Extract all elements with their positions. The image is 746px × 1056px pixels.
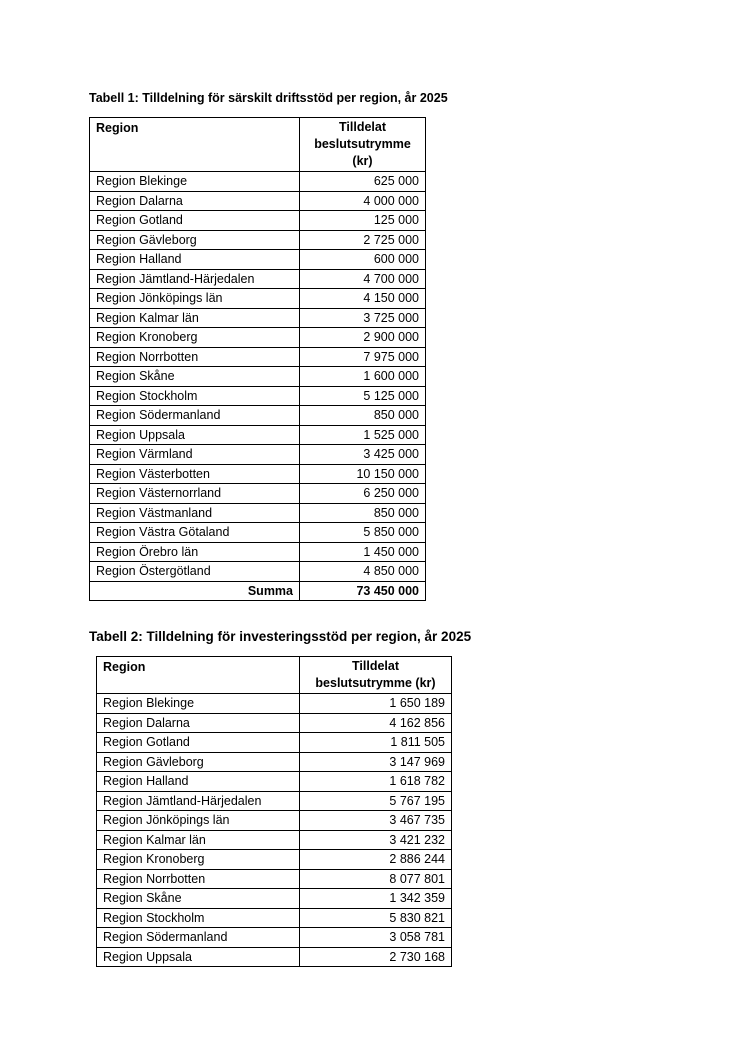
table2-caption: Tabell 2: Tilldelning för investeringsstöd per region, år 2025 bbox=[89, 629, 472, 644]
region-name: Region Stockholm bbox=[97, 908, 300, 928]
allocated-amount: 2 886 244 bbox=[300, 850, 452, 870]
allocated-amount: 850 000 bbox=[300, 503, 426, 523]
table-row bbox=[90, 289, 426, 309]
allocated-amount: 3 467 735 bbox=[300, 811, 452, 831]
region-name: Region Värmland bbox=[90, 445, 300, 465]
table-row bbox=[90, 503, 426, 523]
table-row bbox=[90, 406, 426, 426]
table-row bbox=[90, 250, 426, 270]
allocated-amount: 4 850 000 bbox=[300, 562, 426, 582]
region-name: Region Gävleborg bbox=[90, 230, 300, 250]
table-row bbox=[90, 308, 426, 328]
region-name: Region Stockholm bbox=[90, 386, 300, 406]
table-row bbox=[90, 523, 426, 543]
region-name: Region Skåne bbox=[97, 889, 300, 909]
table1-header-value-line: (kr) bbox=[352, 154, 373, 168]
table-row bbox=[97, 772, 452, 792]
region-name: Region Norrbotten bbox=[90, 347, 300, 367]
region-name: Region Östergötland bbox=[90, 562, 300, 582]
table1-sum-label: Summa bbox=[90, 581, 300, 601]
allocated-amount: 2 730 168 bbox=[300, 947, 452, 967]
allocated-amount: 5 125 000 bbox=[300, 386, 426, 406]
allocated-amount: 3 425 000 bbox=[300, 445, 426, 465]
region-name: Region Norrbotten bbox=[97, 869, 300, 889]
table-row bbox=[90, 562, 426, 582]
region-name: Region Skåne bbox=[90, 367, 300, 387]
table-row bbox=[97, 694, 452, 714]
region-name: Region Uppsala bbox=[97, 947, 300, 967]
region-name: Region Jämtland-Härjedalen bbox=[90, 269, 300, 289]
region-name: Region Södermanland bbox=[90, 406, 300, 426]
table2-header-value-line: beslutsutrymme (kr) bbox=[315, 676, 436, 690]
region-name: Region Örebro län bbox=[90, 542, 300, 562]
table-row bbox=[97, 830, 452, 850]
table2-body bbox=[97, 694, 452, 967]
table-row bbox=[90, 484, 426, 504]
table-row bbox=[90, 445, 426, 465]
table-row bbox=[90, 191, 426, 211]
allocated-amount: 6 250 000 bbox=[300, 484, 426, 504]
table-row bbox=[97, 908, 452, 928]
allocated-amount: 3 421 232 bbox=[300, 830, 452, 850]
table-row bbox=[90, 172, 426, 192]
table2 bbox=[96, 656, 452, 967]
allocated-amount: 5 850 000 bbox=[300, 523, 426, 543]
table1-sum-row bbox=[90, 581, 426, 601]
allocated-amount: 5 767 195 bbox=[300, 791, 452, 811]
table-row bbox=[90, 269, 426, 289]
allocated-amount: 1 450 000 bbox=[300, 542, 426, 562]
region-name: Region Jämtland-Härjedalen bbox=[97, 791, 300, 811]
table1-body bbox=[90, 172, 426, 582]
table1-header-region: Region bbox=[90, 118, 300, 172]
allocated-amount: 125 000 bbox=[300, 211, 426, 231]
allocated-amount: 5 830 821 bbox=[300, 908, 452, 928]
allocated-amount: 2 900 000 bbox=[300, 328, 426, 348]
table-row bbox=[90, 386, 426, 406]
table-row bbox=[97, 791, 452, 811]
allocated-amount: 3 725 000 bbox=[300, 308, 426, 328]
table2-header-value-line: Tilldelat bbox=[351, 659, 399, 673]
table-row bbox=[90, 230, 426, 250]
allocated-amount: 1 618 782 bbox=[300, 772, 452, 792]
allocated-amount: 7 975 000 bbox=[300, 347, 426, 367]
allocated-amount: 4 000 000 bbox=[300, 191, 426, 211]
region-name: Region Blekinge bbox=[90, 172, 300, 192]
table-row bbox=[90, 211, 426, 231]
region-name: Region Gävleborg bbox=[97, 752, 300, 772]
region-name: Region Västmanland bbox=[90, 503, 300, 523]
allocated-amount: 1 342 359 bbox=[300, 889, 452, 909]
region-name: Region Västerbotten bbox=[90, 464, 300, 484]
table2-header-row bbox=[97, 657, 452, 694]
table-row bbox=[97, 889, 452, 909]
region-name: Region Gotland bbox=[97, 733, 300, 753]
table-row bbox=[90, 464, 426, 484]
region-name: Region Kronoberg bbox=[97, 850, 300, 870]
table-row bbox=[97, 811, 452, 831]
allocated-amount: 850 000 bbox=[300, 406, 426, 426]
region-name: Region Kronoberg bbox=[90, 328, 300, 348]
table-row bbox=[97, 752, 452, 772]
table-row bbox=[90, 367, 426, 387]
region-name: Region Dalarna bbox=[90, 191, 300, 211]
allocated-amount: 1 525 000 bbox=[300, 425, 426, 445]
table1-header-value bbox=[300, 118, 426, 172]
table-row bbox=[97, 869, 452, 889]
allocated-amount: 3 058 781 bbox=[300, 928, 452, 948]
region-name: Region Blekinge bbox=[97, 694, 300, 714]
region-name: Region Jönköpings län bbox=[97, 811, 300, 831]
region-name: Region Jönköpings län bbox=[90, 289, 300, 309]
region-name: Region Halland bbox=[90, 250, 300, 270]
region-name: Region Södermanland bbox=[97, 928, 300, 948]
allocated-amount: 600 000 bbox=[300, 250, 426, 270]
table-row bbox=[97, 928, 452, 948]
table1-header-value-line: beslutsutrymme bbox=[314, 137, 411, 151]
table1 bbox=[89, 117, 426, 601]
table1-caption: Tabell 1: Tilldelning för särskilt driftsstöd per region, år 2025 bbox=[89, 91, 448, 105]
region-name: Region Kalmar län bbox=[90, 308, 300, 328]
table2-header-region: Region bbox=[97, 657, 300, 694]
allocated-amount: 2 725 000 bbox=[300, 230, 426, 250]
allocated-amount: 4 162 856 bbox=[300, 713, 452, 733]
table-row bbox=[97, 713, 452, 733]
region-name: Region Västernorrland bbox=[90, 484, 300, 504]
region-name: Region Halland bbox=[97, 772, 300, 792]
region-name: Region Kalmar län bbox=[97, 830, 300, 850]
table-row bbox=[90, 347, 426, 367]
table1-header-row bbox=[90, 118, 426, 172]
table1-sum-value: 73 450 000 bbox=[300, 581, 426, 601]
allocated-amount: 625 000 bbox=[300, 172, 426, 192]
region-name: Region Dalarna bbox=[97, 713, 300, 733]
table-row bbox=[97, 850, 452, 870]
allocated-amount: 4 150 000 bbox=[300, 289, 426, 309]
table-row bbox=[90, 542, 426, 562]
table2-header-value bbox=[300, 657, 452, 694]
table-row bbox=[97, 947, 452, 967]
allocated-amount: 1 650 189 bbox=[300, 694, 452, 714]
allocated-amount: 1 600 000 bbox=[300, 367, 426, 387]
table1-header-value-line: Tilldelat bbox=[338, 120, 386, 134]
region-name: Region Gotland bbox=[90, 211, 300, 231]
allocated-amount: 1 811 505 bbox=[300, 733, 452, 753]
table-row bbox=[90, 328, 426, 348]
allocated-amount: 4 700 000 bbox=[300, 269, 426, 289]
region-name: Region Västra Götaland bbox=[90, 523, 300, 543]
table-row bbox=[90, 425, 426, 445]
allocated-amount: 10 150 000 bbox=[300, 464, 426, 484]
allocated-amount: 3 147 969 bbox=[300, 752, 452, 772]
region-name: Region Uppsala bbox=[90, 425, 300, 445]
table-row bbox=[97, 733, 452, 753]
allocated-amount: 8 077 801 bbox=[300, 869, 452, 889]
